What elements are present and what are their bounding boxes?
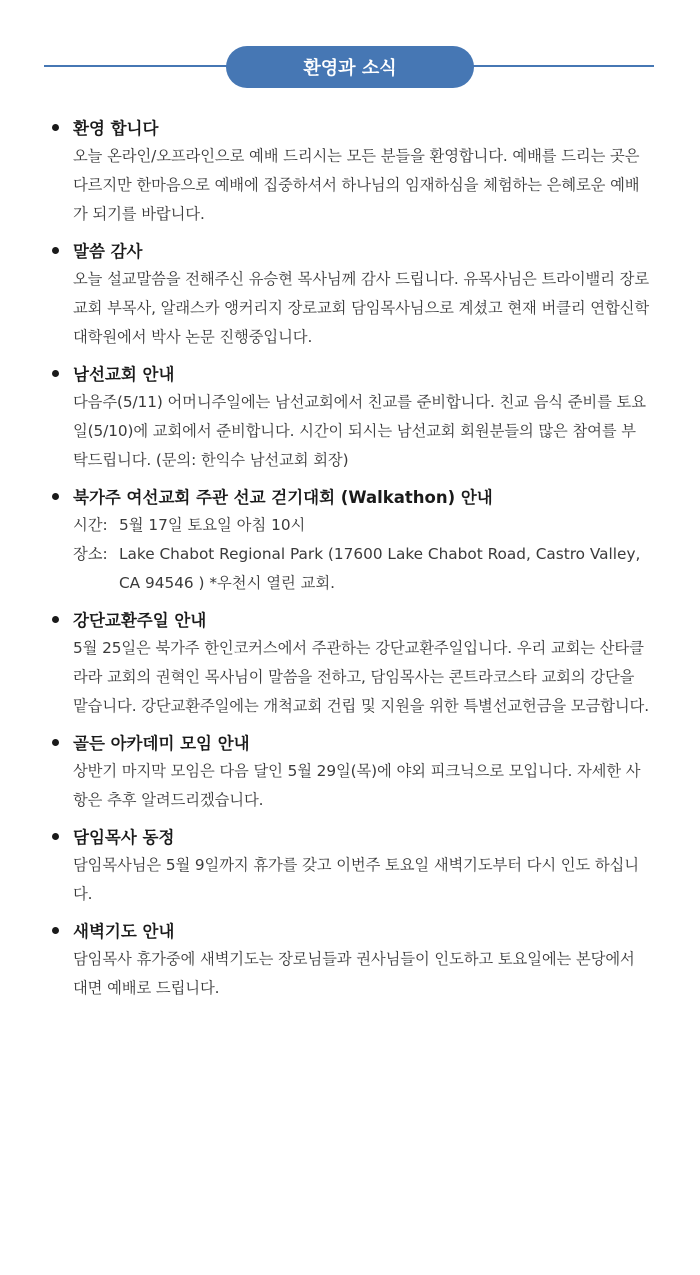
announcement-walkathon	[52, 481, 650, 598]
walkathon-details	[73, 511, 650, 598]
announcement-dawn-prayer	[52, 915, 650, 1003]
announcement-heading: 골든 아카데미 모임 안내	[73, 734, 250, 753]
bullet-icon	[52, 493, 59, 500]
announcement-body: 5월 25일은 북가주 한인코커스에서 주관하는 강단교환주일입니다. 우리 교회는 산타클라라 교회의 권혁인 목사님이 말씀을 전하고, 담임목사는 콘트라코스타 교회의 강단을 맡습니다. 강단교환주일에는 개척교회 건립 및 지원을 위한 특별선교헌금을 모금합니다.	[73, 639, 649, 715]
bullet-icon	[52, 616, 59, 623]
announcement-welcome	[52, 112, 650, 229]
announcements-list	[52, 112, 650, 1009]
announcement-body: 상반기 마지막 모임은 다음 달인 5월 29일(목)에 야외 피크닉으로 모입니다. 자세한 사항은 추후 알려드리겠습니다.	[73, 762, 641, 809]
bullet-icon	[52, 124, 59, 131]
walkathon-place	[73, 540, 650, 598]
announcement-body: 다음주(5/11) 어머니주일에는 남선교회에서 친교를 준비합니다. 친교 음식 준비를 토요일(5/10)에 교회에서 준비합니다. 시간이 되시는 남선교회 회원분들의 많은 참여를 부탁드립니다. (문의: 한익수 남선교회 회장)	[73, 393, 646, 469]
bullet-icon	[52, 739, 59, 746]
announcement-body: 담임목사님은 5월 9일까지 휴가를 갖고 이번주 토요일 새벽기도부터 다시 인도 하십니다.	[73, 856, 639, 903]
announcement-heading: 남선교회 안내	[73, 365, 175, 384]
announcement-body: 오늘 설교말씀을 전해주신 유승현 목사님께 감사 드립니다. 유목사님은 트라이밸리 장로교회 부목사, 알래스카 앵커리지 장로교회 담임목사님으로 계셨고 현재 버클리 연합신학대학원에서 박사 논문 진행중입니다.	[73, 270, 649, 346]
bullet-icon	[52, 833, 59, 840]
time-label: 시간:	[73, 516, 108, 534]
bullet-icon	[52, 247, 59, 254]
announcement-heading: 말씀 감사	[73, 242, 143, 261]
announcement-sermon-thanks	[52, 235, 650, 352]
place-value: Lake Chabot Regional Park (17600 Lake Chabot Road, Castro Valley, CA 94546 ) *우천시 열린 교회.	[119, 545, 641, 592]
announcement-body: 담임목사 휴가중에 새벽기도는 장로님들과 권사님들이 인도하고 토요일에는 본당에서 대면 예배로 드립니다.	[73, 950, 635, 997]
bullet-icon	[52, 927, 59, 934]
bullet-icon	[52, 370, 59, 377]
page-title: 환영과 소식	[226, 46, 474, 88]
announcement-pulpit-exchange	[52, 604, 650, 721]
place-label: 장소:	[73, 545, 108, 563]
announcement-heading: 새벽기도 안내	[73, 922, 175, 941]
walkathon-time	[73, 511, 650, 540]
announcement-mens-fellowship	[52, 358, 650, 475]
announcement-body: 오늘 온라인/오프라인으로 예배 드리시는 모든 분들을 환영합니다. 예배를 드리는 곳은 다르지만 한마음으로 예배에 집중하셔서 하나님의 임재하심을 체험하는 은혜로운 예배가 되기를 바랍니다.	[73, 147, 640, 223]
announcement-golden-academy	[52, 727, 650, 815]
announcement-heading: 환영 합니다	[73, 119, 159, 138]
announcement-pastor-news	[52, 821, 650, 909]
time-value: 5월 17일 토요일 아침 10시	[119, 516, 306, 534]
announcement-heading: 강단교환주일 안내	[73, 611, 207, 630]
announcement-heading: 북가주 여선교회 주관 선교 걷기대회 (Walkathon) 안내	[73, 488, 493, 507]
announcement-heading: 담임목사 동정	[73, 828, 175, 847]
